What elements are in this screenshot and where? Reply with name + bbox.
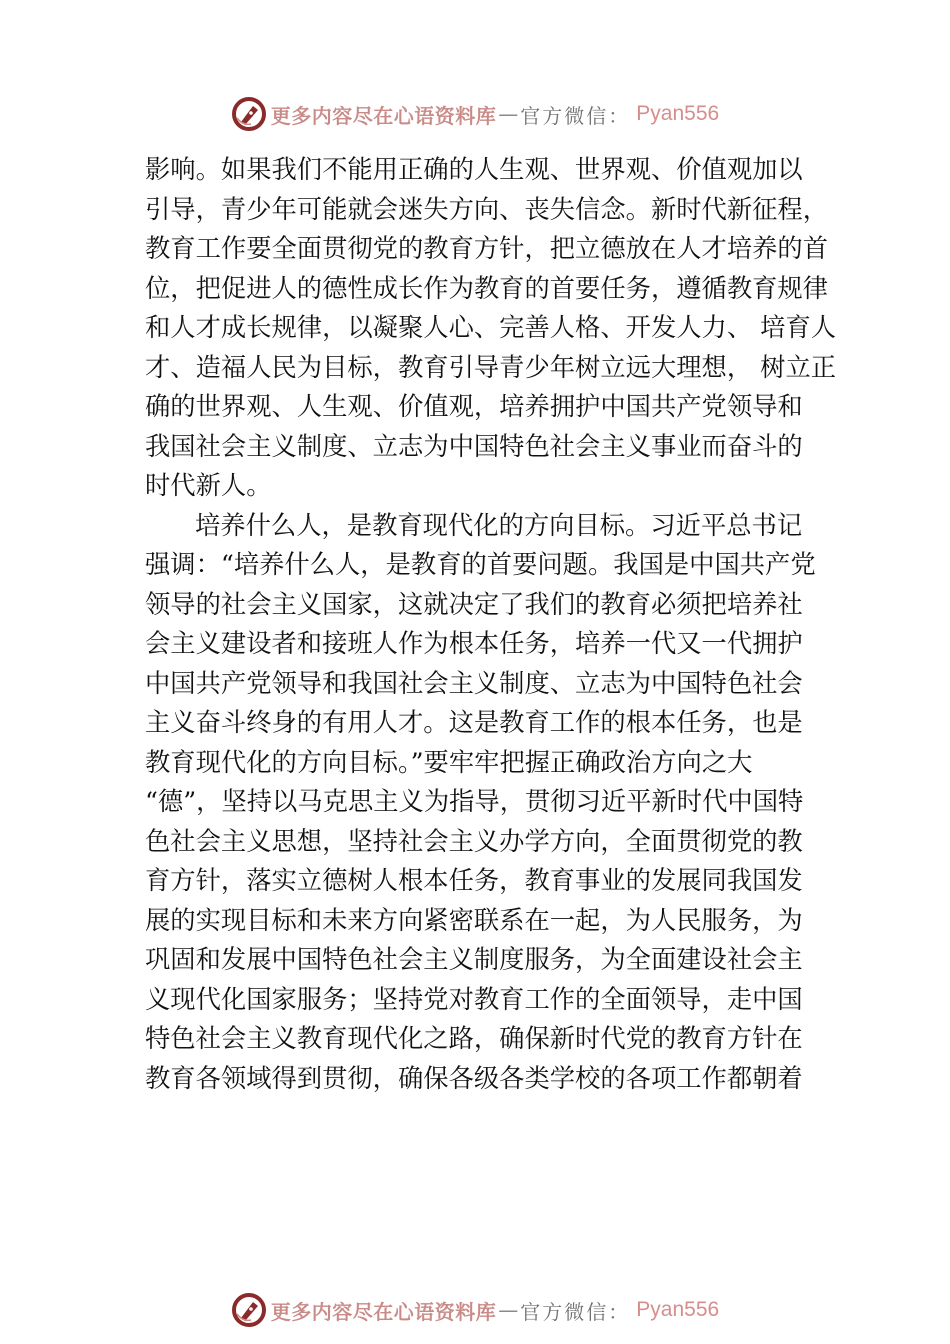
header-banner: [0, 94, 950, 134]
text-line: 影响。如果我们不能用正确的人生观、世界观、价值观加以: [145, 155, 803, 184]
text-line: 主义奋斗终身的有用人才。这是教育工作的根本任务，也是: [145, 708, 803, 737]
text-line: “德”，坚持以马克思主义为指导，贯彻习近平新时代中国特: [145, 787, 804, 816]
text-line: 教育各领域得到贯彻，确保各级各类学校的各项工作都朝着: [145, 1063, 803, 1093]
text-line: 强调：“培养什么人，是教育的首要问题。我国是中国共产党: [145, 550, 816, 579]
text-line: 才、造福人民为目标，教育引导青少年树立远大理想， 树立正: [145, 352, 837, 382]
text-line: 会主义建设者和接班人作为根本任务，培养一代又一代拥护: [145, 629, 803, 658]
text-line: 培养什么人，是教育现代化的方向目标。习近平总书记: [195, 510, 803, 540]
text-line: 教育现代化的方向目标。”要牢牢把握正确政治方向之大: [145, 747, 753, 777]
text-line: 确的世界观、人生观、价值观，培养拥护中国共产党领导和: [145, 392, 803, 421]
wechat-label: 官方微信：: [520, 1299, 631, 1324]
text-line: 引导，青少年可能就会迷失方向、丧失信念。新时代新征程，: [145, 194, 829, 224]
wechat-id: Pyan556: [636, 1298, 720, 1321]
text-line: 展的实现目标和未来方向紧密联系在一起，为人民服务，为: [145, 905, 803, 935]
site-name: 更多内容尽在心语资料库: [270, 1299, 497, 1324]
text-line: 领导的社会主义国家，这就决定了我们的教育必须把培养社: [145, 589, 803, 619]
text-line: 特色社会主义教育现代化之路，确保新时代党的教育方针在: [145, 1024, 803, 1053]
paragraph-1: [145, 150, 837, 506]
banner-dash: —: [498, 102, 519, 126]
pen-nib-logo-icon: [231, 1292, 267, 1328]
text-line: 我国社会主义制度、立志为中国特色社会主义事业而奋斗的: [145, 431, 803, 461]
wechat-id: Pyan556: [636, 102, 720, 125]
text-line: 义现代化国家服务；坚持党对教育工作的全面领导，走中国: [145, 984, 803, 1014]
text-line: 和人才成长规律，以凝聚人心、完善人格、开发人力、 培育人: [145, 313, 837, 342]
text-line: 育方针，落实立德树人根本任务，教育事业的发展同我国发: [145, 866, 803, 895]
site-name: 更多内容尽在心语资料库: [270, 103, 497, 128]
text-line: 位，把促进人的德性成长作为教育的首要任务，遵循教育规律: [145, 273, 829, 303]
banner-dash: —: [498, 1298, 519, 1322]
footer-banner: [0, 1290, 950, 1330]
paragraph-2: [145, 506, 825, 1099]
pen-nib-logo-icon: [231, 96, 267, 132]
text-line: 时代新人。: [145, 471, 272, 500]
wechat-label: 官方微信：: [520, 103, 631, 128]
text-line: 色社会主义思想，坚持社会主义办学方向，全面贯彻党的教: [145, 826, 803, 856]
text-line: 中国共产党领导和我国社会主义制度、立志为中国特色社会: [145, 668, 803, 698]
text-line: 巩固和发展中国特色社会主义制度服务，为全面建设社会主: [145, 945, 803, 974]
document-body: [145, 150, 837, 1098]
text-line: 教育工作要全面贯彻党的教育方针，把立德放在人才培养的首: [145, 234, 829, 263]
